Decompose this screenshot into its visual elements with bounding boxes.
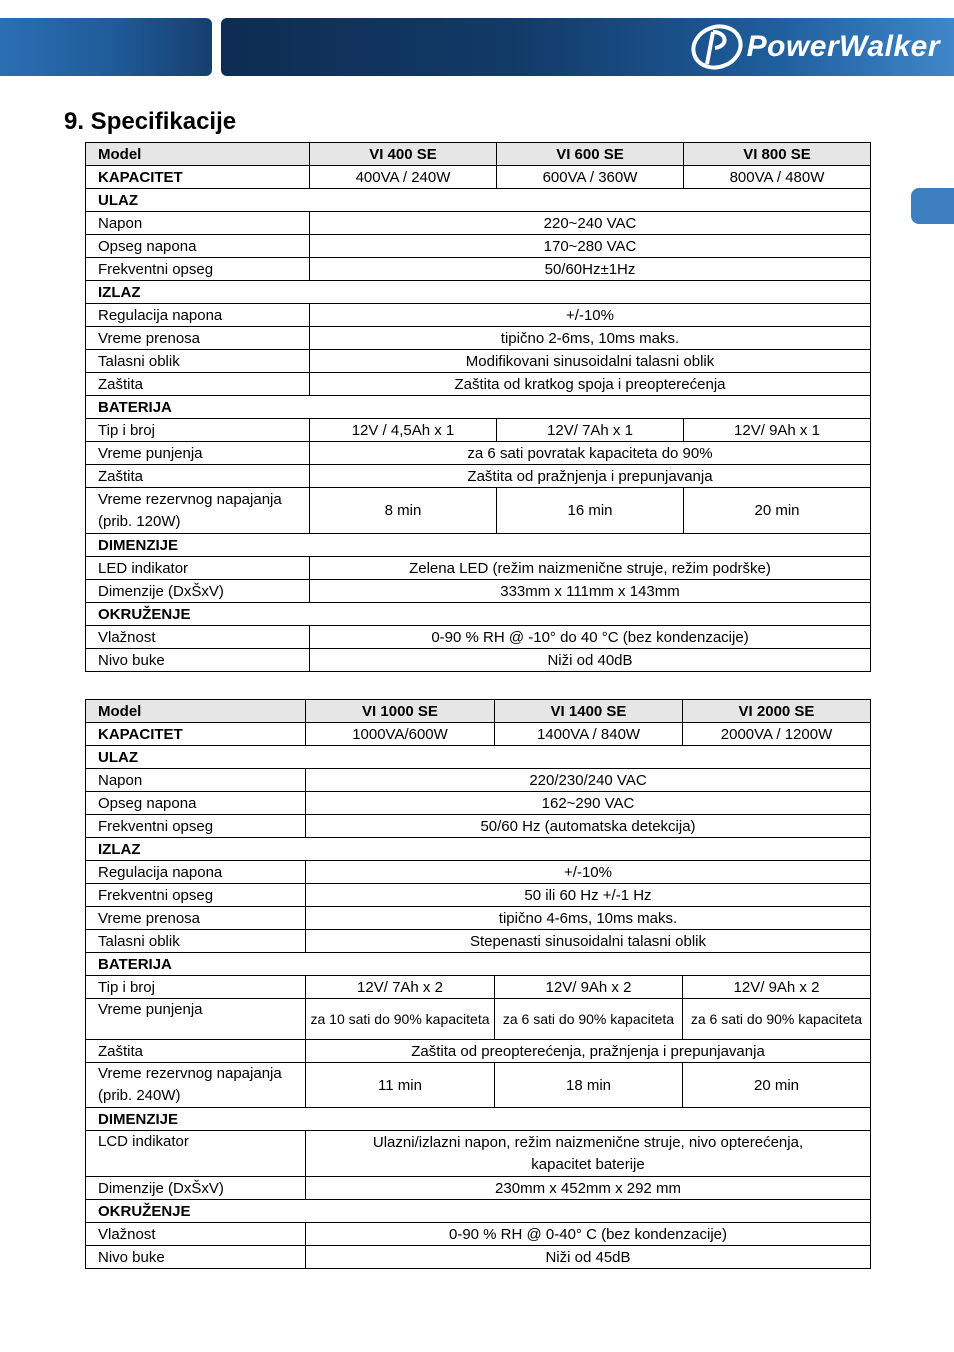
table-cell: 20 min — [684, 488, 871, 534]
table-row — [86, 930, 871, 953]
table-cell: Ulazni/izlazni napon, režim naizmenične struje, nivo opterećenja, kapacitet baterije — [306, 1131, 871, 1177]
section-row — [86, 953, 871, 976]
table-cell: 12V / 4,5Ah x 1 — [310, 419, 497, 442]
row-label: Vreme punjenja — [86, 442, 310, 465]
section-label: BATERIJA — [86, 396, 871, 419]
table-cell: 2000VA / 1200W — [683, 723, 871, 746]
row-label: Zaštita — [86, 373, 310, 396]
section-label: ULAZ — [86, 189, 871, 212]
table-row — [86, 976, 871, 999]
table-cell: 12V/ 7Ah x 2 — [306, 976, 495, 999]
table-cell: 11 min — [306, 1063, 495, 1108]
table-cell: 1000VA/600W — [306, 723, 495, 746]
table-cell: 12V/ 7Ah x 1 — [497, 419, 684, 442]
row-label: Vreme punjenja — [86, 999, 306, 1040]
table-row — [86, 769, 871, 792]
table-row — [86, 442, 871, 465]
table-row — [86, 557, 871, 580]
table-cell: 50/60Hz±1Hz — [310, 258, 871, 281]
table-row — [86, 723, 871, 746]
table-cell: 1400VA / 840W — [495, 723, 683, 746]
section-row — [86, 189, 871, 212]
table-cell: za 10 sati do 90% kapaciteta — [306, 999, 495, 1040]
table-cell: 800VA / 480W — [684, 166, 871, 189]
header-cell: VI 800 SE — [684, 143, 871, 166]
table-row — [86, 1246, 871, 1269]
section-label: DIMENZIJE — [86, 534, 871, 557]
row-label: Vreme prenosa — [86, 327, 310, 350]
table-row — [86, 304, 871, 327]
powerwalker-logo-icon — [689, 24, 745, 70]
table-row — [86, 884, 871, 907]
header-cell: VI 1000 SE — [306, 700, 495, 723]
table-cell: 170~280 VAC — [310, 235, 871, 258]
brand-logo — [689, 24, 940, 70]
table-row — [86, 1131, 871, 1177]
header-banner-right — [221, 18, 954, 76]
table-cell: 50/60 Hz (automatska detekcija) — [306, 815, 871, 838]
table-cell: +/-10% — [306, 861, 871, 884]
row-label: Nivo buke — [86, 1246, 306, 1269]
header-cell: VI 600 SE — [497, 143, 684, 166]
table-cell: Zaštita od kratkog spoja i preopterećenja — [310, 373, 871, 396]
table-cell: 220/230/240 VAC — [306, 769, 871, 792]
table-header-row — [86, 143, 871, 166]
header-cell: Model — [86, 143, 310, 166]
table-cell: tipično 4-6ms, 10ms maks. — [306, 907, 871, 930]
table-row — [86, 465, 871, 488]
row-label: Talasni oblik — [86, 930, 306, 953]
row-label: Vreme rezervnog napajanja (prib. 120W) — [86, 488, 310, 534]
table-row — [86, 166, 871, 189]
table-cell: Zaštita od preopterećenja, pražnjenja i prepunjavanja — [306, 1040, 871, 1063]
table-cell: 12V/ 9Ah x 2 — [683, 976, 871, 999]
section-row — [86, 746, 871, 769]
table-cell: Stepenasti sinusoidalni talasni oblik — [306, 930, 871, 953]
table-row — [86, 861, 871, 884]
table-cell: 400VA / 240W — [310, 166, 497, 189]
section-label: OKRUŽENJE — [86, 1200, 871, 1223]
section-row — [86, 534, 871, 557]
section-row — [86, 396, 871, 419]
table-row — [86, 419, 871, 442]
row-label: Vlažnost — [86, 1223, 306, 1246]
table-cell: 8 min — [310, 488, 497, 534]
row-label: Tip i broj — [86, 419, 310, 442]
spec-table-vi-400-800 — [85, 142, 871, 672]
section-label: IZLAZ — [86, 838, 871, 861]
row-label: Opseg napona — [86, 235, 310, 258]
table-header-row — [86, 700, 871, 723]
row-label: KAPACITET — [86, 723, 306, 746]
table-row — [86, 1063, 871, 1108]
table-row — [86, 649, 871, 672]
row-label: Vreme rezervnog napajanja (prib. 240W) — [86, 1063, 306, 1108]
table-cell: 16 min — [497, 488, 684, 534]
header-banner — [0, 18, 954, 78]
table-cell: za 6 sati do 90% kapaciteta — [495, 999, 683, 1040]
table-cell: za 6 sati povratak kapaciteta do 90% — [310, 442, 871, 465]
row-label: Frekventni opseg — [86, 815, 306, 838]
table-row — [86, 1040, 871, 1063]
table-cell: Niži od 40dB — [310, 649, 871, 672]
table-row — [86, 488, 871, 534]
row-label: Tip i broj — [86, 976, 306, 999]
table-cell: Niži od 45dB — [306, 1246, 871, 1269]
table-row — [86, 580, 871, 603]
row-label: Zaštita — [86, 465, 310, 488]
section-row — [86, 603, 871, 626]
table-cell: 0-90 % RH @ 0-40° C (bez kondenzacije) — [306, 1223, 871, 1246]
section-row — [86, 838, 871, 861]
row-label: Opseg napona — [86, 792, 306, 815]
table-cell: za 6 sati do 90% kapaciteta — [683, 999, 871, 1040]
table-row — [86, 907, 871, 930]
table-cell: Zelena LED (režim naizmenične struje, režim podrške) — [310, 557, 871, 580]
brand-name: PowerWalker — [746, 30, 940, 63]
table-cell: 20 min — [683, 1063, 871, 1108]
row-label: Frekventni opseg — [86, 258, 310, 281]
table-cell: Modifikovani sinusoidalni talasni oblik — [310, 350, 871, 373]
section-row — [86, 1108, 871, 1131]
table-cell: tipično 2-6ms, 10ms maks. — [310, 327, 871, 350]
table-cell: 0-90 % RH @ -10° do 40 °C (bez kondenzacije) — [310, 626, 871, 649]
section-row — [86, 1200, 871, 1223]
section-label: ULAZ — [86, 746, 871, 769]
row-label: Frekventni opseg — [86, 884, 306, 907]
table-row — [86, 792, 871, 815]
spec-table-vi-1000-2000 — [85, 699, 871, 1269]
row-label: Vlažnost — [86, 626, 310, 649]
row-label: Dimenzije (DxŠxV) — [86, 580, 310, 603]
section-label: IZLAZ — [86, 281, 871, 304]
table-cell: 220~240 VAC — [310, 212, 871, 235]
header-cell: Model — [86, 700, 306, 723]
table-cell: 600VA / 360W — [497, 166, 684, 189]
table-row — [86, 327, 871, 350]
table-row — [86, 626, 871, 649]
section-label: OKRUŽENJE — [86, 603, 871, 626]
row-label: LED indikator — [86, 557, 310, 580]
table-row — [86, 235, 871, 258]
table-cell: 333mm x 111mm x 143mm — [310, 580, 871, 603]
row-label: Talasni oblik — [86, 350, 310, 373]
row-label: LCD indikator — [86, 1131, 306, 1177]
row-label: Regulacija napona — [86, 304, 310, 327]
table-row — [86, 1177, 871, 1200]
header-cell: VI 2000 SE — [683, 700, 871, 723]
table-row — [86, 258, 871, 281]
section-row — [86, 281, 871, 304]
row-label: Nivo buke — [86, 649, 310, 672]
table-row — [86, 212, 871, 235]
table-row — [86, 1223, 871, 1246]
row-label: Regulacija napona — [86, 861, 306, 884]
header-banner-left — [0, 18, 212, 76]
table-cell: 230mm x 452mm x 292 mm — [306, 1177, 871, 1200]
table-row — [86, 999, 871, 1040]
row-label: KAPACITET — [86, 166, 310, 189]
table-cell: 18 min — [495, 1063, 683, 1108]
section-label: BATERIJA — [86, 953, 871, 976]
table-row — [86, 350, 871, 373]
table-cell: 12V/ 9Ah x 2 — [495, 976, 683, 999]
side-language-tab — [911, 188, 954, 224]
row-label: Napon — [86, 769, 306, 792]
table-cell: +/-10% — [310, 304, 871, 327]
section-label: DIMENZIJE — [86, 1108, 871, 1131]
header-cell: VI 400 SE — [310, 143, 497, 166]
table-cell: 12V/ 9Ah x 1 — [684, 419, 871, 442]
row-label: Napon — [86, 212, 310, 235]
table-cell: 50 ili 60 Hz +/-1 Hz — [306, 884, 871, 907]
row-label: Dimenzije (DxŠxV) — [86, 1177, 306, 1200]
table-row — [86, 373, 871, 396]
page-title: 9. Specifikacije — [64, 108, 237, 135]
table-cell: Zaštita od pražnjenja i prepunjavanja — [310, 465, 871, 488]
row-label: Vreme prenosa — [86, 907, 306, 930]
row-label: Zaštita — [86, 1040, 306, 1063]
table-cell: 162~290 VAC — [306, 792, 871, 815]
table-row — [86, 815, 871, 838]
header-cell: VI 1400 SE — [495, 700, 683, 723]
